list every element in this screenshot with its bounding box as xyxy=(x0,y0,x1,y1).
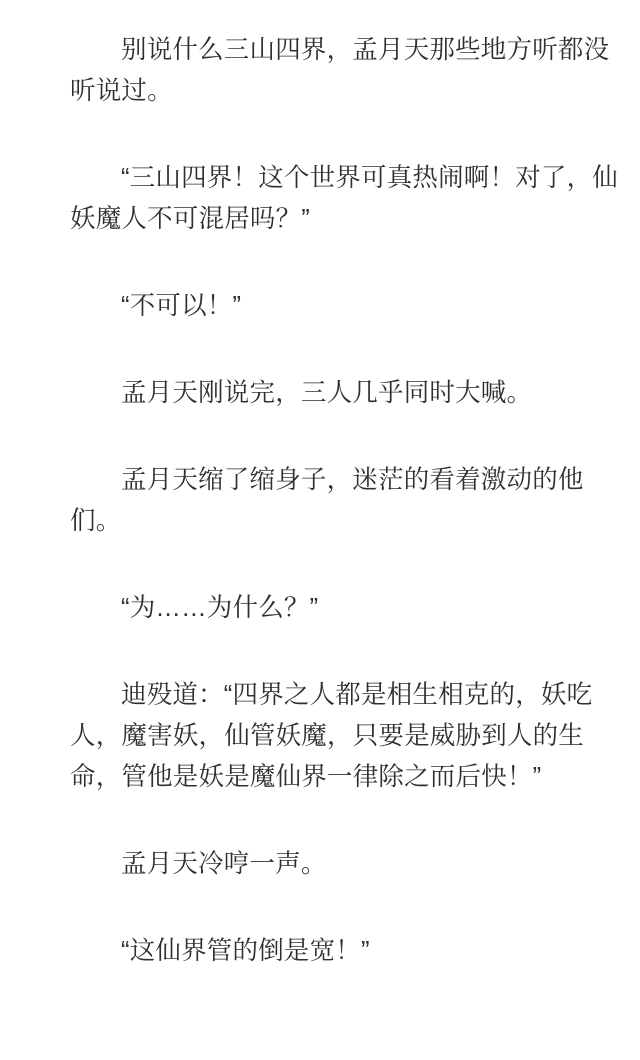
paragraph: 孟月天刚说完，三人几乎同时大喊。 xyxy=(121,379,533,407)
paragraph: 迪殁道：“四界之人都是相生相克的，妖吃人，魔害妖，仙管妖魔，只要是威胁到人的生命，管他是妖是魔仙界一律除之而后快！” xyxy=(70,681,593,791)
paragraph: “三山四界！这个世界可真热闹啊！对了，仙妖魔人不可混居吗？” xyxy=(70,164,618,233)
paragraph: “不可以！” xyxy=(121,292,242,320)
paragraph: “为……为什么？” xyxy=(121,594,319,622)
paragraph: 孟月天缩了缩身子，迷茫的看着激动的他们。 xyxy=(70,466,584,535)
paragraph: 别说什么三山四界，孟月天那些地方听都没听说过。 xyxy=(70,36,610,105)
paragraph: “这仙界管的倒是宽！” xyxy=(121,937,370,965)
paragraph: 孟月天冷哼一声。 xyxy=(121,850,327,878)
